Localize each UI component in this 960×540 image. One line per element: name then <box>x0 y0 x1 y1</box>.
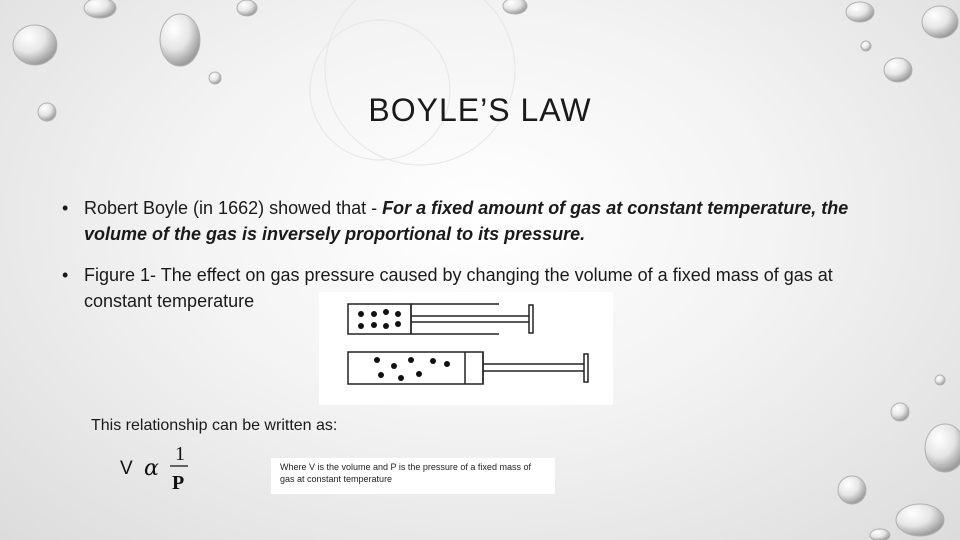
gas-particles-expanded <box>374 357 450 381</box>
bullet-boyle-statement <box>62 195 882 247</box>
proportional-symbol: α <box>144 456 159 481</box>
formula-denominator: P <box>172 472 185 494</box>
gas-particles-compressed <box>358 309 401 329</box>
formula-note: Where V is the volume and P is the pressure of a fixed mass of gas at constant temperature <box>271 458 555 494</box>
formula-variable: V <box>120 458 133 479</box>
syringe-figure <box>319 292 613 405</box>
bullet-text: Robert Boyle (in 1662) showed that - <box>84 198 383 218</box>
bullet-marker: • <box>62 265 69 285</box>
syringe-expanded <box>348 352 588 384</box>
syringe-compressed <box>348 304 533 334</box>
boyle-formula <box>118 438 198 496</box>
figure-caption-text: Figure 1- The effect on gas pressure caused by changing the volume of a fixed mass of gas at constant temperature <box>84 265 833 311</box>
slide-title: BOYLE’S LAW <box>368 92 592 128</box>
bullet-marker: • <box>62 198 69 218</box>
formula-numerator: 1 <box>175 443 185 465</box>
bullet-emphasis-text: For a fixed amount of gas at constant temperature, the volume of the gas is inversely proportional to its pressure. <box>84 198 849 244</box>
relationship-label: This relationship can be written as: <box>91 417 338 434</box>
